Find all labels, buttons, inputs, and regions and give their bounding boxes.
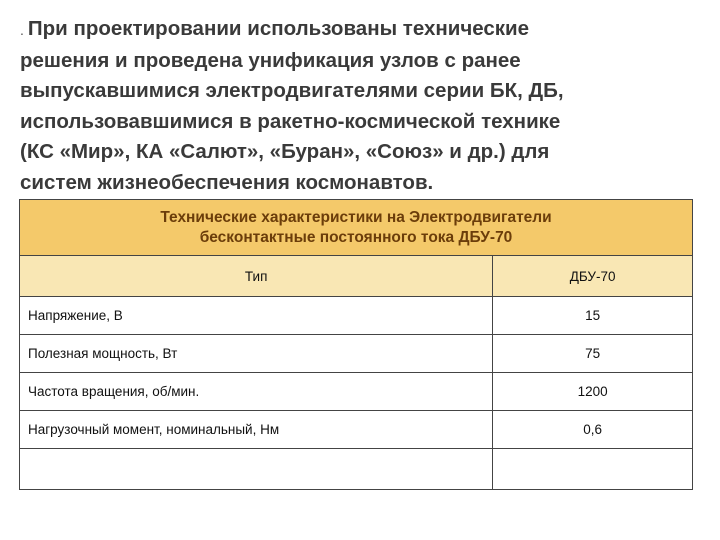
table-row <box>20 297 693 335</box>
bullet-marker: . <box>20 22 24 38</box>
table-title-row <box>20 200 693 256</box>
row-value: 15 <box>493 297 693 335</box>
specifications-table <box>19 199 693 490</box>
intro-line-6: систем жизнеобеспечения космонавтов. <box>20 170 434 194</box>
table-title <box>20 200 693 256</box>
intro-line-3: выпускавшимися электродвигателями серии БК, ДБ, <box>20 79 564 102</box>
row-value: 75 <box>493 335 693 373</box>
table-row-empty <box>20 449 693 490</box>
intro-line-1-text: При проектировании использованы технические <box>27 17 530 40</box>
row-label: Полезная мощность, Вт <box>20 335 493 373</box>
intro-line-2: решения и проведена унификация узлов с ранее <box>20 48 521 72</box>
table-title-line-1: Технические характеристики на Электродвигатели <box>160 208 552 226</box>
table-row <box>20 335 693 373</box>
intro-line-1 <box>20 14 710 46</box>
table-row <box>20 411 693 449</box>
intro-paragraph <box>20 14 710 198</box>
header-type-label: Тип <box>20 256 493 297</box>
row-value: 1200 <box>493 373 693 411</box>
header-model-value: ДБУ-70 <box>493 256 693 297</box>
row-value: 0,6 <box>493 411 693 449</box>
table-header-row <box>20 256 693 297</box>
row-label: Частота вращения, об/мин. <box>20 373 493 411</box>
intro-line-5: (КС «Мир», КА «Салют», «Буран», «Союз» и др.) для <box>20 140 550 163</box>
table-row <box>20 373 693 411</box>
row-label <box>20 449 493 490</box>
row-label: Нагрузочный момент, номинальный, Нм <box>20 411 493 449</box>
row-value <box>493 449 693 490</box>
row-label: Напряжение, В <box>20 297 493 335</box>
intro-line-4: использовавшимися в ракетно-космической технике <box>20 109 561 133</box>
table-title-line-2: бесконтактные постоянного тока ДБУ-70 <box>199 228 513 246</box>
